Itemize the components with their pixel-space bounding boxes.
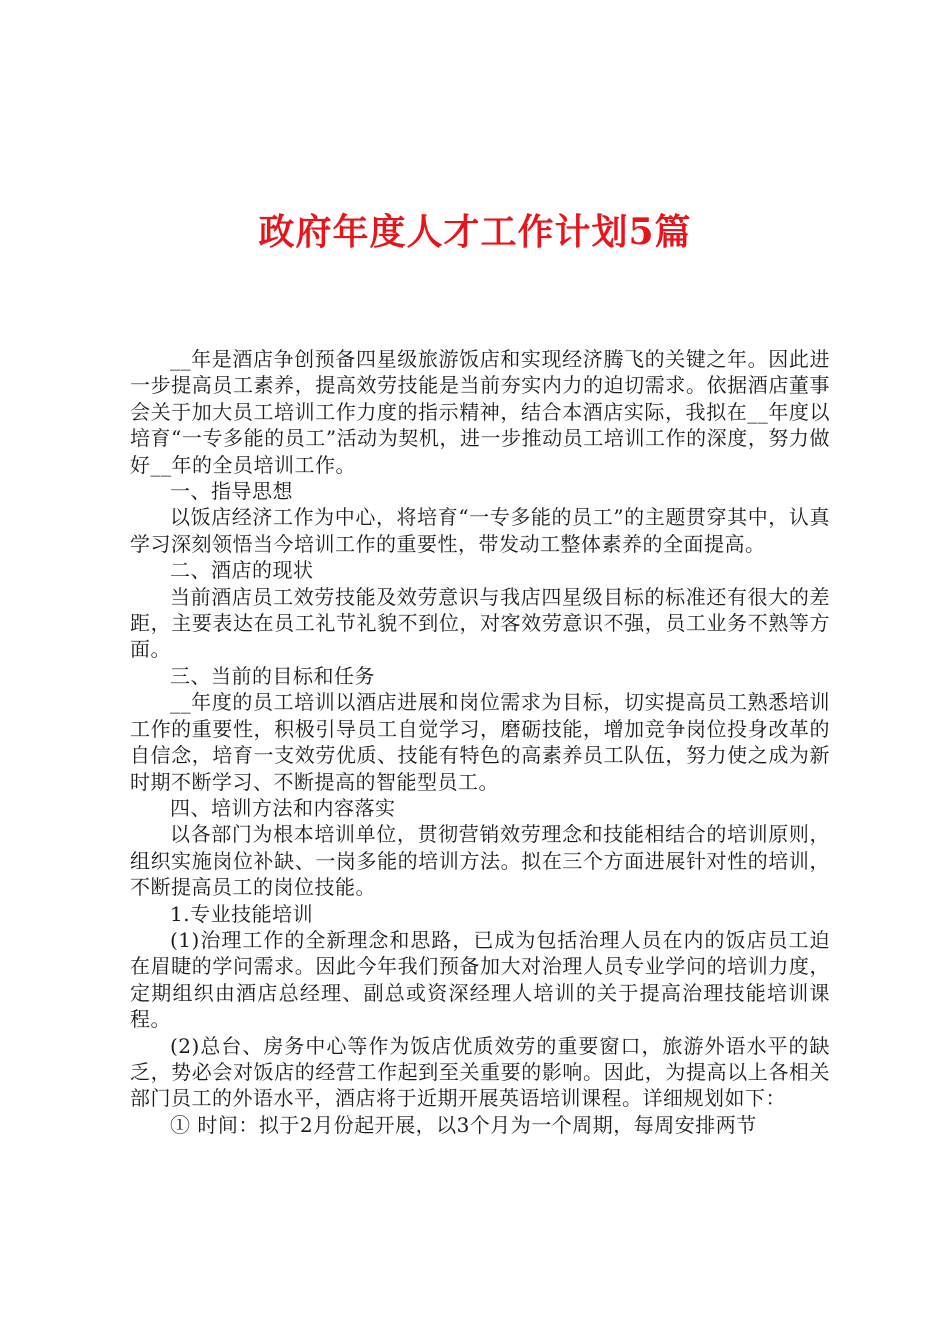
document-title: 政府年度人才工作计划5篇	[258, 211, 692, 253]
paragraph-hotel-status: 当前酒店员工效劳技能及效劳意识与我店四星级目标的标准还有很大的差距，主要表达在员工礼节礼貌不到位，对客效劳意识不强，员工业务不熟等方面。	[130, 584, 830, 662]
heading-professional-skills: 1.专业技能培训	[170, 901, 314, 926]
paragraph-goals-tasks: __年度的员工培训以酒店进展和岗位需求为目标，切实提高员工熟悉培训工作的重要性，积极引导员工自觉学习，磨砺技能，增加竞争岗位投身改革的自信念，培育一支效劳优质、技能有特色的高素养员工队伍，努力使之成为新时期不断学习、不断提高的智能型员工。	[130, 690, 830, 794]
paragraph-item-2: (2)总台、房务中心等作为饭店优质效劳的重要窗口，旅游外语水平的缺乏，势必会对饭店的经营工作起到至关重要的影响。因此，为提高以上各相关部门员工的外语水平，酒店将于近期开展英语培训课程。详细规划如下：	[130, 1033, 830, 1111]
paragraph-guiding-ideology: 以饭店经济工作为中心，将培育“一专多能的员工”的主题贯穿其中，认真学习深刻领悟当今培训工作的重要性，带发动工整体素养的全面提高。	[130, 505, 830, 556]
heading-hotel-status: 二、酒店的现状	[170, 558, 314, 583]
paragraph-intro: __年是酒店争创预备四星级旅游饭店和实现经济腾飞的关键之年。因此进一步提高员工素养，提高效劳技能是当前夯实内力的迫切需求。依据酒店董事会关于加大员工培训工作力度的指示精神，结合本酒店实际，我拟在__年度以培育“一专多能的员工”活动为契机，进一步推动员工培训工作的深度，努力做好__年的全员培训工作。	[130, 347, 830, 477]
document-body	[130, 346, 830, 1138]
heading-training-methods: 四、培训方法和内容落实	[170, 795, 396, 820]
heading-guiding-ideology: 一、指导思想	[170, 479, 293, 504]
paragraph-training-methods: 以各部门为根本培训单位，贯彻营销效劳理念和技能相结合的培训原则，组织实施岗位补缺、一岗多能的培训方法。拟在三个方面进展针对性的培训，不断提高员工的岗位技能。	[130, 822, 830, 900]
paragraph-item-circled-1: ① 时间：拟于2月份起开展，以3个月为一个周期，每周安排两节	[170, 1112, 757, 1137]
heading-goals-tasks: 三、当前的目标和任务	[170, 663, 375, 688]
paragraph-item-1: (1)治理工作的全新理念和思路，已成为包括治理人员在内的饭店员工迫在眉睫的学问需求。因此今年我们预备加大对治理人员专业学问的培训力度，定期组织由酒店总经理、副总或资深经理人培训的关于提高治理技能培训课程。	[130, 927, 830, 1032]
